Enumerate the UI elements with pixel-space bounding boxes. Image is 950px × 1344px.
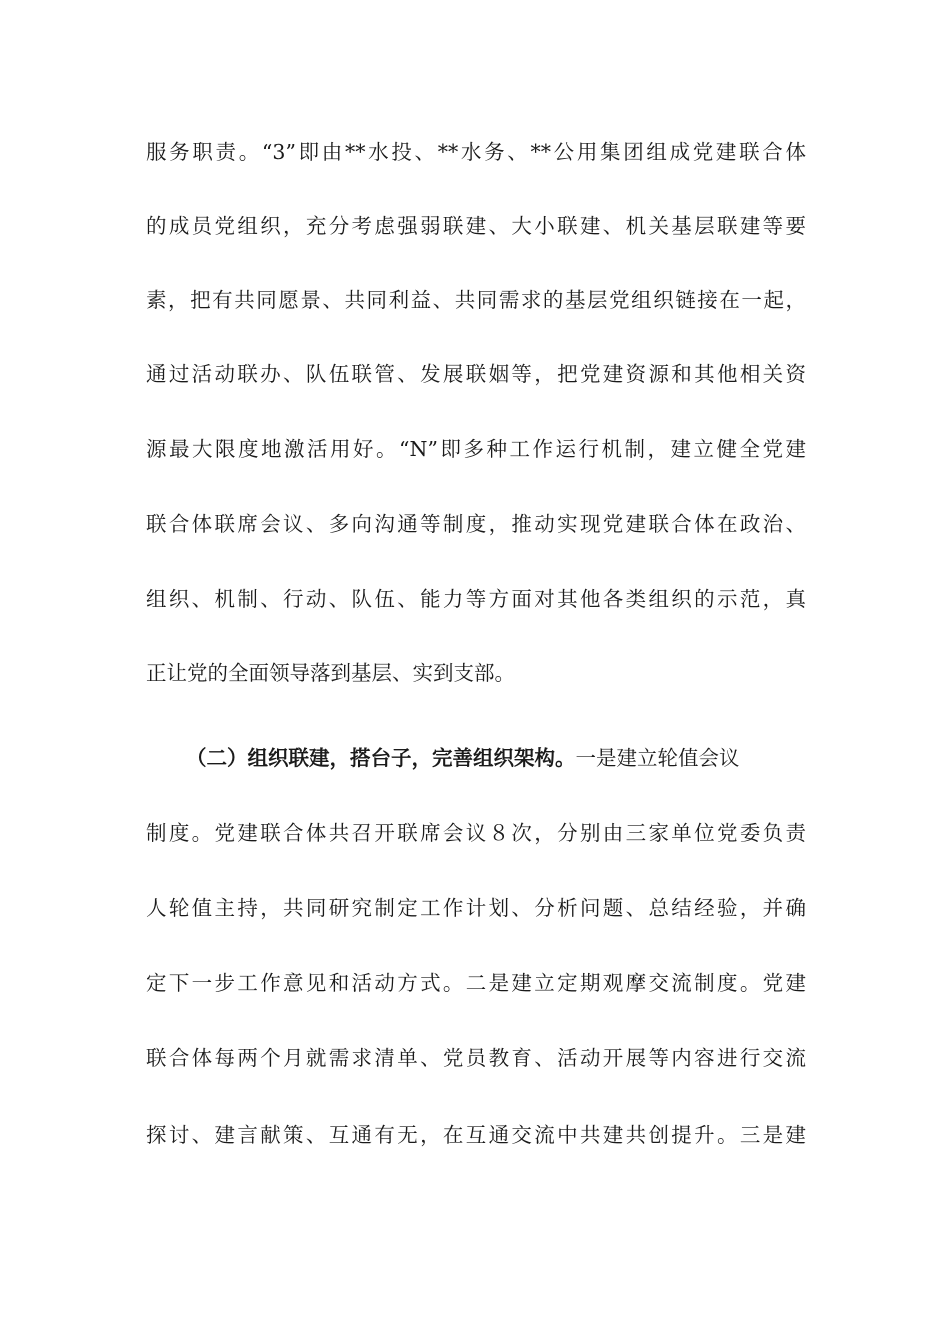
- text-line: 的成员党组织，充分考虑强弱联建、大小联建、机关基层联建等要: [146, 214, 806, 238]
- text-line: 通过活动联办、队伍联管、发展联姻等，把党建资源和其他相关资: [146, 362, 806, 386]
- text-line: 联合体每两个月就需求清单、党员教育、活动开展等内容进行交流: [146, 1046, 806, 1070]
- text-line: 人轮值主持，共同研究制定工作计划、分析问题、总结经验，并确: [146, 896, 806, 920]
- text-line: 素，把有共同愿景、共同利益、共同需求的基层党组织链接在一起，: [146, 288, 806, 312]
- text-line: 探讨、建言献策、互通有无，在互通交流中共建共创提升。三是建: [146, 1123, 806, 1147]
- text-line: 组织、机制、行动、队伍、能力等方面对其他各类组织的示范，真: [146, 587, 806, 611]
- text-line: 定下一步工作意见和活动方式。二是建立定期观摩交流制度。党建: [146, 971, 806, 995]
- text-line: 联合体联席会议、多向沟通等制度，推动实现党建联合体在政治、: [146, 512, 806, 536]
- section-heading-line: [186, 743, 806, 773]
- section-heading: （二）组织联建，搭台子，完善组织架构。: [186, 746, 576, 770]
- text-line: 服务职责。“3”即由**水投、**水务、**公用集团组成党建联合体: [146, 140, 806, 164]
- heading-continuation: 一是建立轮值会议: [575, 746, 740, 770]
- text-line: 制度。党建联合体共召开联席会议８次，分别由三家单位党委负责: [146, 821, 806, 845]
- text-line: 源最大限度地激活用好。“N”即多种工作运行机制，建立健全党建: [146, 437, 806, 461]
- text-line-last: 正让党的全面领导落到基层、实到支部。: [146, 661, 515, 685]
